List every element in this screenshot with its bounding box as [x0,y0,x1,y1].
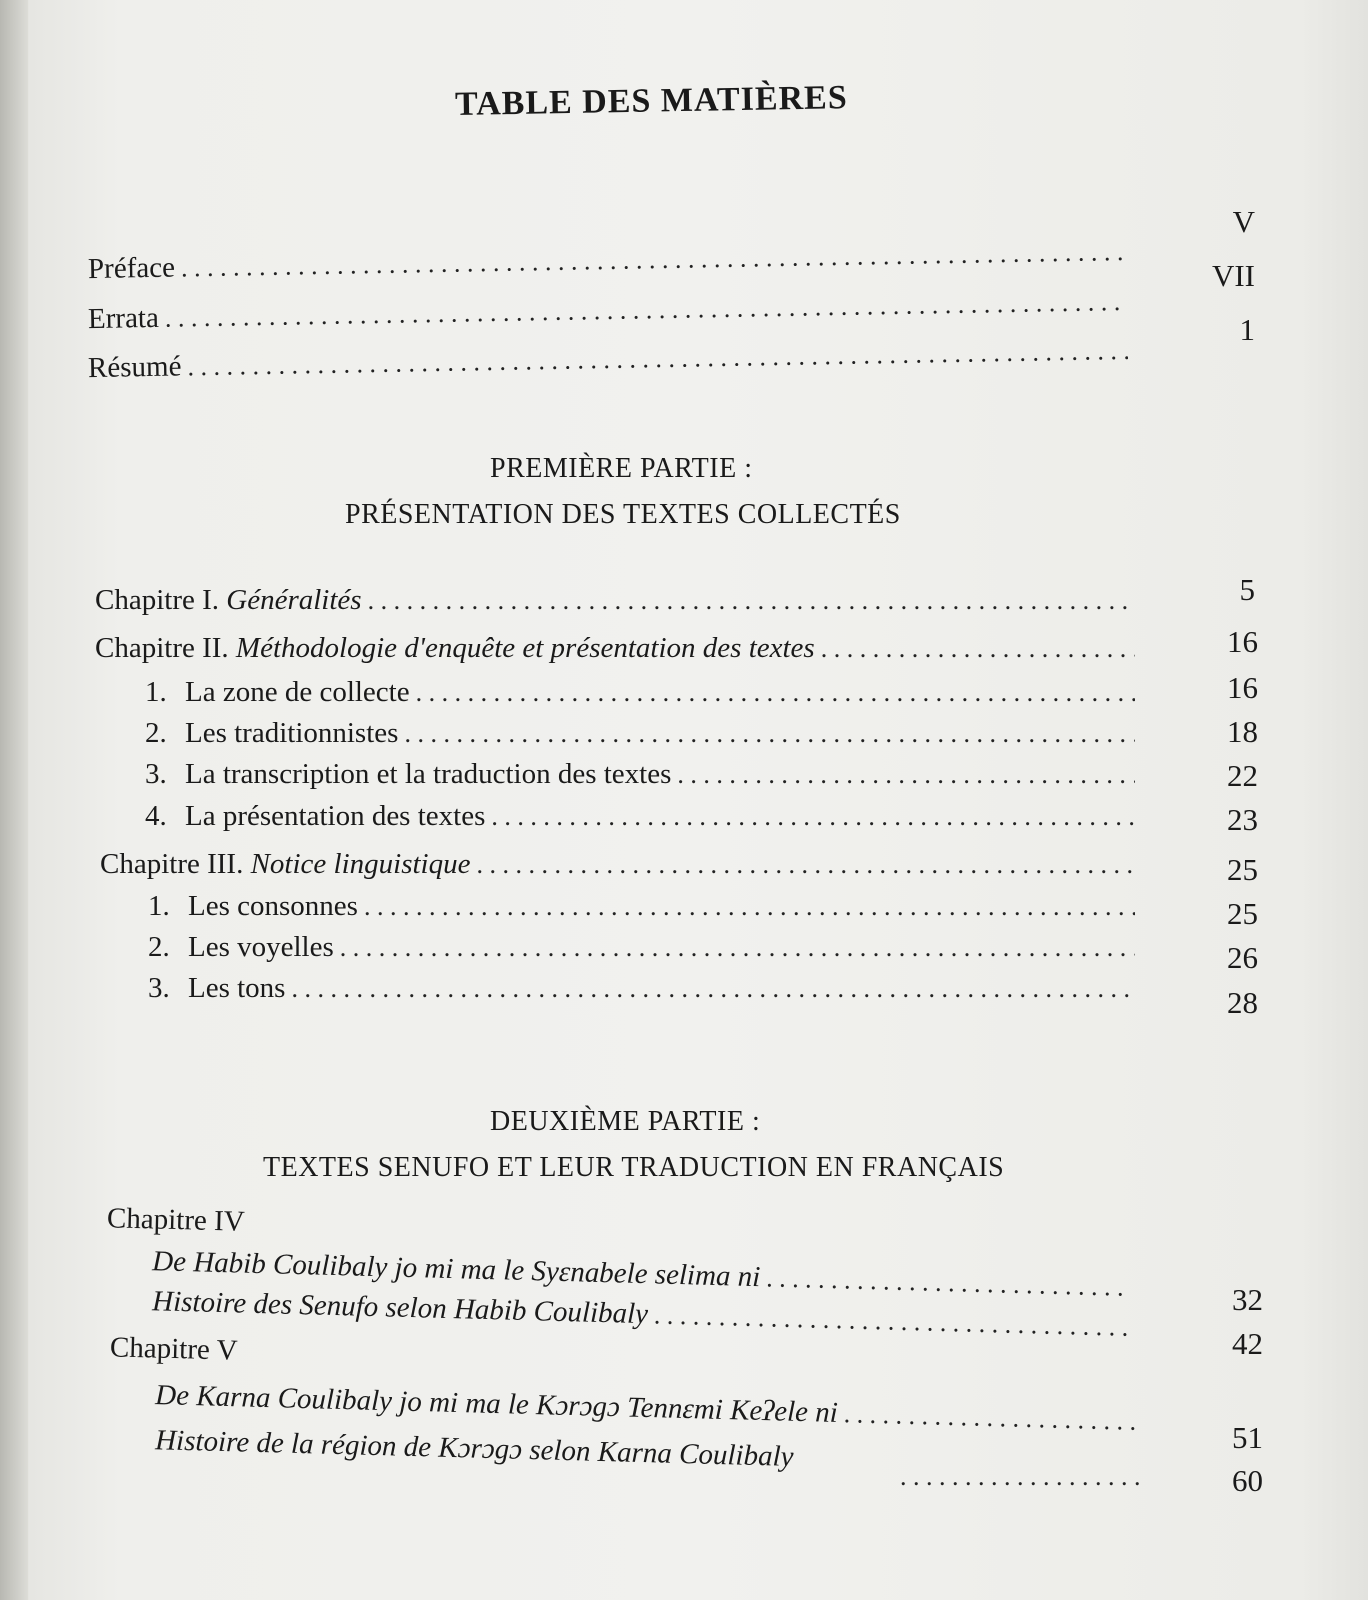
chapter-prefix: Chapitre III. [100,848,244,880]
toc-entry-resume: Résumé . . . [88,334,1129,392]
toc-section: 3. Les tons . . . [148,972,1135,1012]
chapter-title: Généralités [226,584,362,616]
toc-section: 2. Les voyelles . . . [148,931,1135,971]
toc-section: 4. La présentation des textes . . . [145,800,1135,840]
page-number: 18 [1227,714,1258,749]
part-heading: PREMIÈRE PARTIE : [490,453,753,484]
toc-entry-preface: Préface . . . [88,235,1129,293]
toc-entry: Histoire de la région de Kɔrɔgɔ selon Karna Coulibaly [154,1424,794,1473]
chapter-prefix: Chapitre I. [95,584,220,616]
book-gutter [0,0,28,1600]
page-number: 26 [1227,940,1258,975]
chapter-heading: Chapitre V [109,1331,238,1367]
toc-chapter-2 [95,632,1135,672]
page-number: 1 [1239,312,1255,347]
page-number: 25 [1227,852,1258,887]
page-number: 23 [1227,802,1258,837]
leader-dots [900,1462,1140,1502]
page-number: 32 [1232,1282,1263,1317]
page-number: 25 [1227,896,1258,931]
toc-section: 3. La transcription et la traduction des textes . . . [145,758,1135,798]
chapter-heading: Chapitre IV [106,1202,246,1238]
toc-chapter-3 [100,848,1135,888]
part-subtitle: TEXTES SENUFO ET LEUR TRADUCTION EN FRANÇAIS [263,1152,1005,1183]
page-number: VII [1211,258,1255,293]
page-number: 22 [1227,758,1258,793]
page-number: 5 [1239,572,1255,607]
chapter-prefix: Chapitre II. [95,632,229,664]
page-number: 28 [1227,985,1258,1020]
page-number: 51 [1232,1420,1263,1455]
part-heading: DEUXIÈME PARTIE : [490,1106,761,1137]
page-number: 60 [1232,1463,1263,1498]
toc-section: 2. Les traditionnistes . . . [145,717,1135,757]
toc-section: 1. La zone de collecte . . . [145,676,1135,716]
toc-entry: De Habib Coulibaly jo mi ma le Syɛnabele selima ni . . . [152,1245,1128,1311]
page-title: TABLE DES MATIÈRES [454,79,849,124]
page-number: 42 [1232,1326,1263,1361]
toc-chapter-1 [95,584,1135,624]
chapter-title: Notice linguistique [250,848,471,880]
toc-entry: Histoire des Senufo selon Habib Coulibaly . . . [152,1285,1128,1351]
toc-entry-errata: Errata . . . [88,285,1129,343]
page-number: 16 [1227,624,1258,659]
page-number: V [1232,204,1255,239]
chapter-title: Méthodologie d'enquête et présentation des textes [235,632,815,664]
toc-entry: De Karna Coulibaly jo mi ma le Kɔrɔgɔ Tennɛmi Keʔele ni . . . [155,1379,1141,1445]
toc-section: 1. Les consonnes . . . [148,890,1135,930]
part-subtitle: PRÉSENTATION DES TEXTES COLLECTÉS [345,499,901,530]
page-number: 16 [1227,670,1258,705]
